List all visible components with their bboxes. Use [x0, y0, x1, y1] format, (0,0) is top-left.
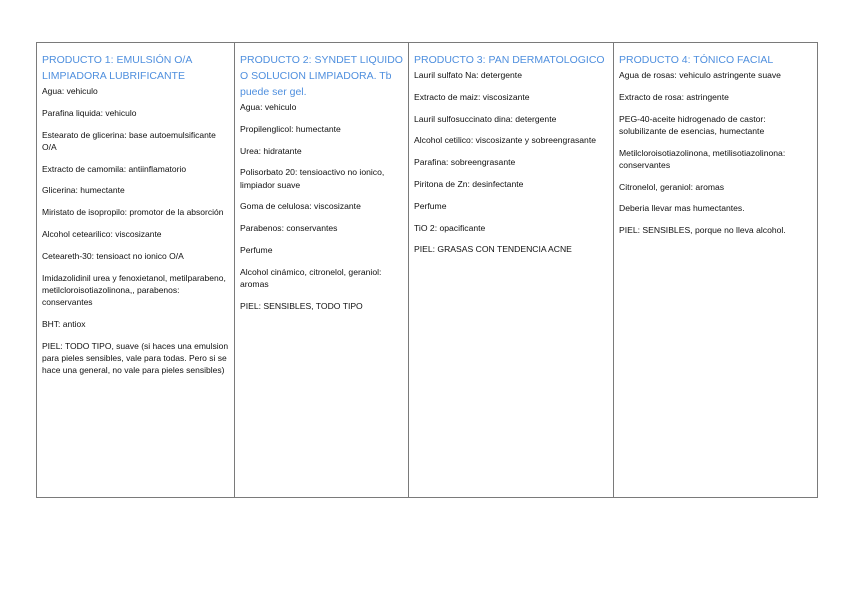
skin-type-note: PIEL: TODO TIPO, suave (si haces una emulsion para pieles sensibles, vale para todas. Pero si se hace una general, no vale para pieles sensibles) [42, 340, 229, 375]
ingredient-item: Deberia llevar mas humectantes. [619, 203, 745, 214]
product-3-title: PRODUCTO 3: PAN DERMATOLOGICO [414, 54, 605, 66]
ingredient-item: Polisorbato 20: tensioactivo no ionico, limpiador suave [240, 167, 385, 190]
product-1-title: PRODUCTO 1: EMULSIÓN O/A LIMPIADORA LUBRIFICANTE [42, 54, 192, 82]
skin-type-note: PIEL: GRASAS CON TENDENCIA ACNE [414, 244, 572, 255]
ingredient-item: Extracto de maiz: viscosizante [414, 91, 530, 102]
ingredient-item: Alcohol cetearilico: viscosizante [42, 228, 162, 239]
ingredient-item: Estearato de glicerina: base autoemulsificante O/A [42, 129, 216, 152]
skin-type-note: PIEL: SENSIBLES, porque no lleva alcohol. [619, 225, 786, 236]
ingredient-item: Agua: vehiculo [42, 86, 98, 96]
ingredient-item: Metilcloroisotiazolinona, metilisotiazolinona: conservantes [619, 147, 786, 170]
product-2-title: PRODUCTO 2: SYNDET LIQUIDO O SOLUCION LIMPIADORA. Tb puede ser gel. [240, 54, 403, 98]
ingredient-item: Parabenos: conservantes [240, 223, 338, 234]
ingredient-item: Perfume [240, 244, 273, 255]
ingredient-item: Miristato de isopropilo: promotor de la absorción [42, 207, 224, 218]
ingredient-item: Agua de rosas: vehiculo astringente suave [619, 70, 781, 80]
ingredient-item: BHT: antiox [42, 318, 86, 329]
product-2-column [235, 43, 409, 497]
ingredient-item: Agua: vehiculo [240, 102, 297, 112]
ingredient-item: Glicerina: humectante [42, 185, 125, 196]
product-4-column [614, 43, 817, 497]
ingredient-item: Lauril sulfosuccinato dina: detergente [414, 113, 557, 124]
ingredient-item: Imidazolidinil urea y fenoxietanol, metilparabeno, metilcloroisotiazolinona,, parabenos: conservantes [42, 272, 226, 307]
ingredient-item: Propilenglicol: humectante [240, 123, 341, 134]
ingredient-item: Parafina: sobreengrasante [414, 157, 516, 168]
ingredient-item: Piritona de Zn: desinfectante [414, 178, 524, 189]
ingredient-item: Goma de celulosa: viscosizante [240, 201, 361, 212]
ingredient-item: Perfume [414, 200, 447, 211]
product-1-column [37, 43, 235, 497]
ingredient-item: Parafina liquida: vehiculo [42, 107, 137, 118]
ingredient-item: Alcohol cinámico, citronelol, geraniol: aromas [240, 266, 382, 289]
ingredient-item: Extracto de rosa: astringente [619, 91, 729, 102]
products-table [36, 42, 818, 498]
product-4-title: PRODUCTO 4: TÓNICO FACIAL [619, 54, 774, 66]
ingredient-item: Ceteareth-30: tensioact no ionico O/A [42, 250, 184, 261]
ingredient-item: Alcohol cetilico: viscosizante y sobreengrasante [414, 135, 596, 146]
ingredient-item: Extracto de camomila: antiinflamatorio [42, 163, 187, 174]
ingredient-item: Lauril sulfato Na: detergente [414, 70, 522, 80]
product-3-column [409, 43, 614, 497]
ingredient-item: TiO 2: opacificante [414, 222, 486, 233]
ingredient-item: PEG-40-aceite hidrogenado de castor: solubilizante de esencias, humectante [619, 113, 766, 136]
ingredient-item: Urea: hidratante [240, 145, 302, 156]
skin-type-note: PIEL: SENSIBLES, TODO TIPO [240, 300, 363, 311]
ingredient-item: Citronelol, geraniol: aromas [619, 181, 725, 192]
